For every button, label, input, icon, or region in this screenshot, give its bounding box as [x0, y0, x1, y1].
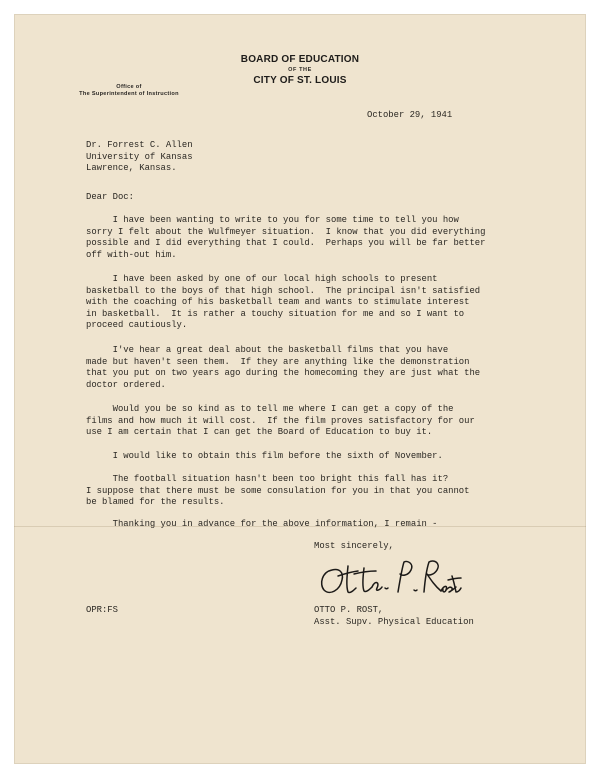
signer-title: Asst. Supv. Physical Education [314, 617, 474, 627]
office-line-2: The Superintendent of Instruction [79, 91, 179, 97]
paragraph-6: The football situation hasn't been too bright this fall has it? I suppose that there must be some consulation for you in that you cannot be blamed for the results. [86, 474, 470, 508]
handwritten-signature [314, 554, 464, 602]
letter-date: October 29, 1941 [367, 110, 453, 120]
salutation: Dear Doc: [86, 192, 134, 202]
letter-page [14, 14, 586, 764]
paragraph-3: I've hear a great deal about the basketball films that you have made but haven't seen them. If they are anything like the demonstration that you put on two years ago during the homecoming they are just what the doctor ordered. [86, 345, 481, 390]
paragraph-1: I have been wanting to write to you for some time to tell you how sorry I felt about the Wulfmeyer situation. I know that you did everything possible and I did everything that I could. Perhaps you will be far better off with-out him. [86, 215, 486, 260]
recipient-org: University of Kansas [86, 151, 193, 162]
paragraph-2: I have been asked by one of our local high schools to present basketball to the boys of that high school. The principal isn't satisfied with the coaching of his basketball team and wants to stimulate interest in basketball. It is rather a touchy situation for me and so I want to proceed cautiously. [86, 274, 481, 331]
paragraph-5: I would like to obtain this film before the sixth of November. [86, 451, 443, 461]
closing: Most sincerely, [314, 541, 394, 551]
office-line-1: Office of [116, 84, 142, 90]
recipient-name: Dr. Forrest C. Allen [86, 140, 193, 150]
letterhead-title: BOARD OF EDUCATION [240, 54, 360, 65]
signer-name: OTTO P. ROST, [314, 605, 384, 615]
paragraph-4: Would you be so kind as to tell me where I can get a copy of the films and how much it will cost. If the film proves satisfactory for our use I am certain that I can get the Board of Education to buy it. [86, 404, 475, 438]
letterhead-city: CITY OF ST. LOUIS [253, 75, 347, 86]
recipient-city: Lawrence, Kansas. [86, 163, 177, 173]
paragraph-7: Thanking you in advance for the above information, I remain - [86, 519, 438, 529]
typist-initials: OPR:FS [86, 605, 118, 615]
letterhead-of-the: OF THE [288, 67, 312, 73]
